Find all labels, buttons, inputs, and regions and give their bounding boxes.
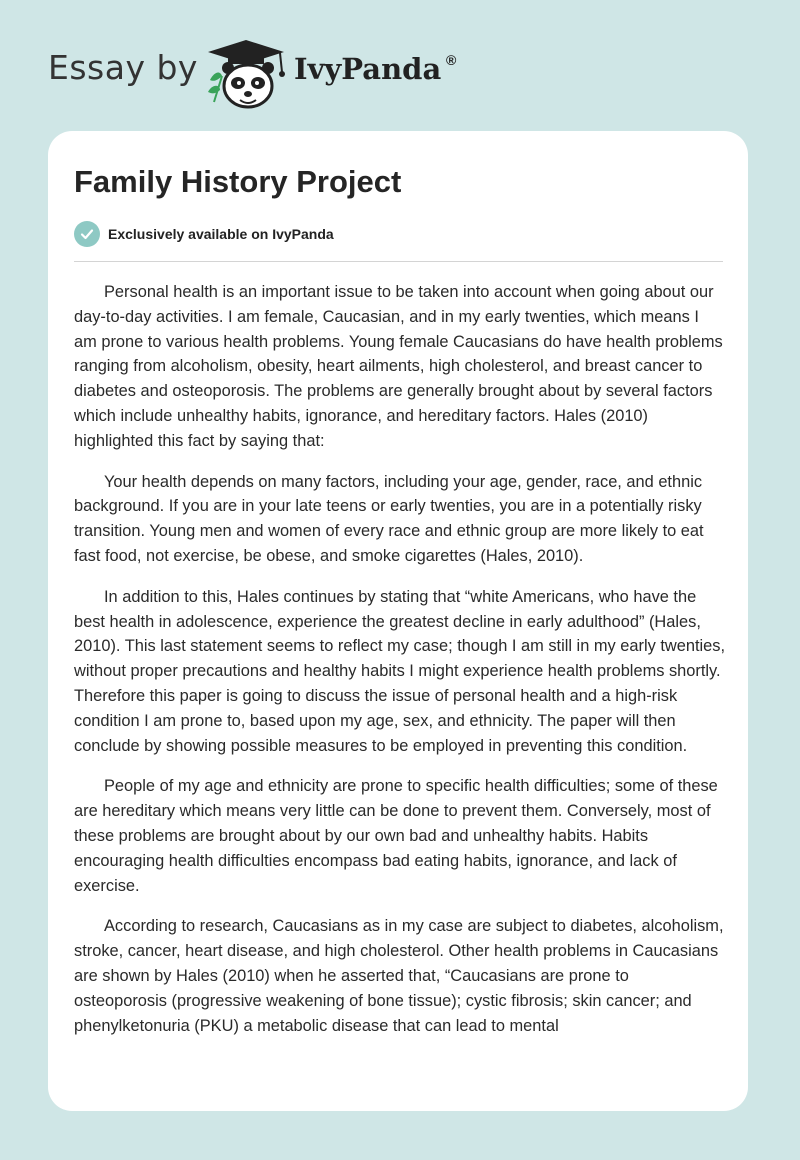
article-title: Family History Project <box>74 164 402 199</box>
article-paragraph: Personal health is an important issue to be taken into account when going about our day-to-day activities. I am female, Caucasian, and in my early twenties, which means I am prone to various health problems. Young female Caucasians do have health problems ranging from alcoholism, obesity, heart ailments, high cholesterol, and breast cancer to diabetes and osteoporosis. The problems are generally brought about by several factors which include unhealthy habits, ignorance, and hereditary factors. Hales (2010) highlighted this fact by saying that: <box>74 283 723 450</box>
divider <box>74 261 723 262</box>
exclusive-badge <box>74 221 334 247</box>
essay-by-label: Essay by <box>48 48 198 87</box>
article-paragraph: In addition to this, Hales continues by stating that “white Americans, who have the best health in adolescence, experience the greatest decline in early adulthood” (Hales, 2010). This last statement seems to reflect my case; though I am still in my early twenties, without proper precautions and healthy habits I might experience health problems shortly. Therefore this paper is going to discuss the issue of personal health and a high-risk condition I am prone to, based upon my age, sex, and ethnicity. The paper will then conclude by showing possible measures to be employed in preventing this condition. <box>74 587 726 755</box>
article-card <box>48 131 748 1111</box>
article-quote-paragraph: Your health depends on many factors, including your age, gender, race, and ethnic background. If you are in your late teens or early twenties, you are in a potentially risky transition. Young men and women of every race and ethnic group are more likely to eat fast food, not exercise, be obese, and smoke cigarettes (Hales, 2010). <box>74 472 704 565</box>
panda-graduate-icon[interactable] <box>200 36 292 110</box>
article-paragraph: According to research, Caucasians as in my case are subject to diabetes, alcoholism, stroke, cancer, heart disease, and high cholesterol. Other health problems in Caucasians are shown by Hales (2010) when he asserted that, “Caucasians are prone to osteoporosis (progressive weakening of bone tissue); cystic fibrosis; skin cancer; and phenylketonuria (PKU) a metabolic disease that can lead to mental <box>74 917 724 1035</box>
check-circle-icon <box>74 221 100 247</box>
article-body <box>74 280 726 1054</box>
site-header <box>0 0 800 130</box>
brand-name[interactable]: IvyPanda <box>294 52 442 86</box>
article-paragraph: People of my age and ethnicity are prone to specific health difficulties; some of these are hereditary which means very little can be done to prevent them. Conversely, most of these problems are brought about by our own bad and unhealthy habits. Habits encouraging health difficulties encompass bad eating habits, ignorance, and lack of exercise. <box>74 777 718 895</box>
registered-mark: ® <box>446 52 457 68</box>
exclusive-badge-text: Exclusively available on IvyPanda <box>108 226 334 242</box>
